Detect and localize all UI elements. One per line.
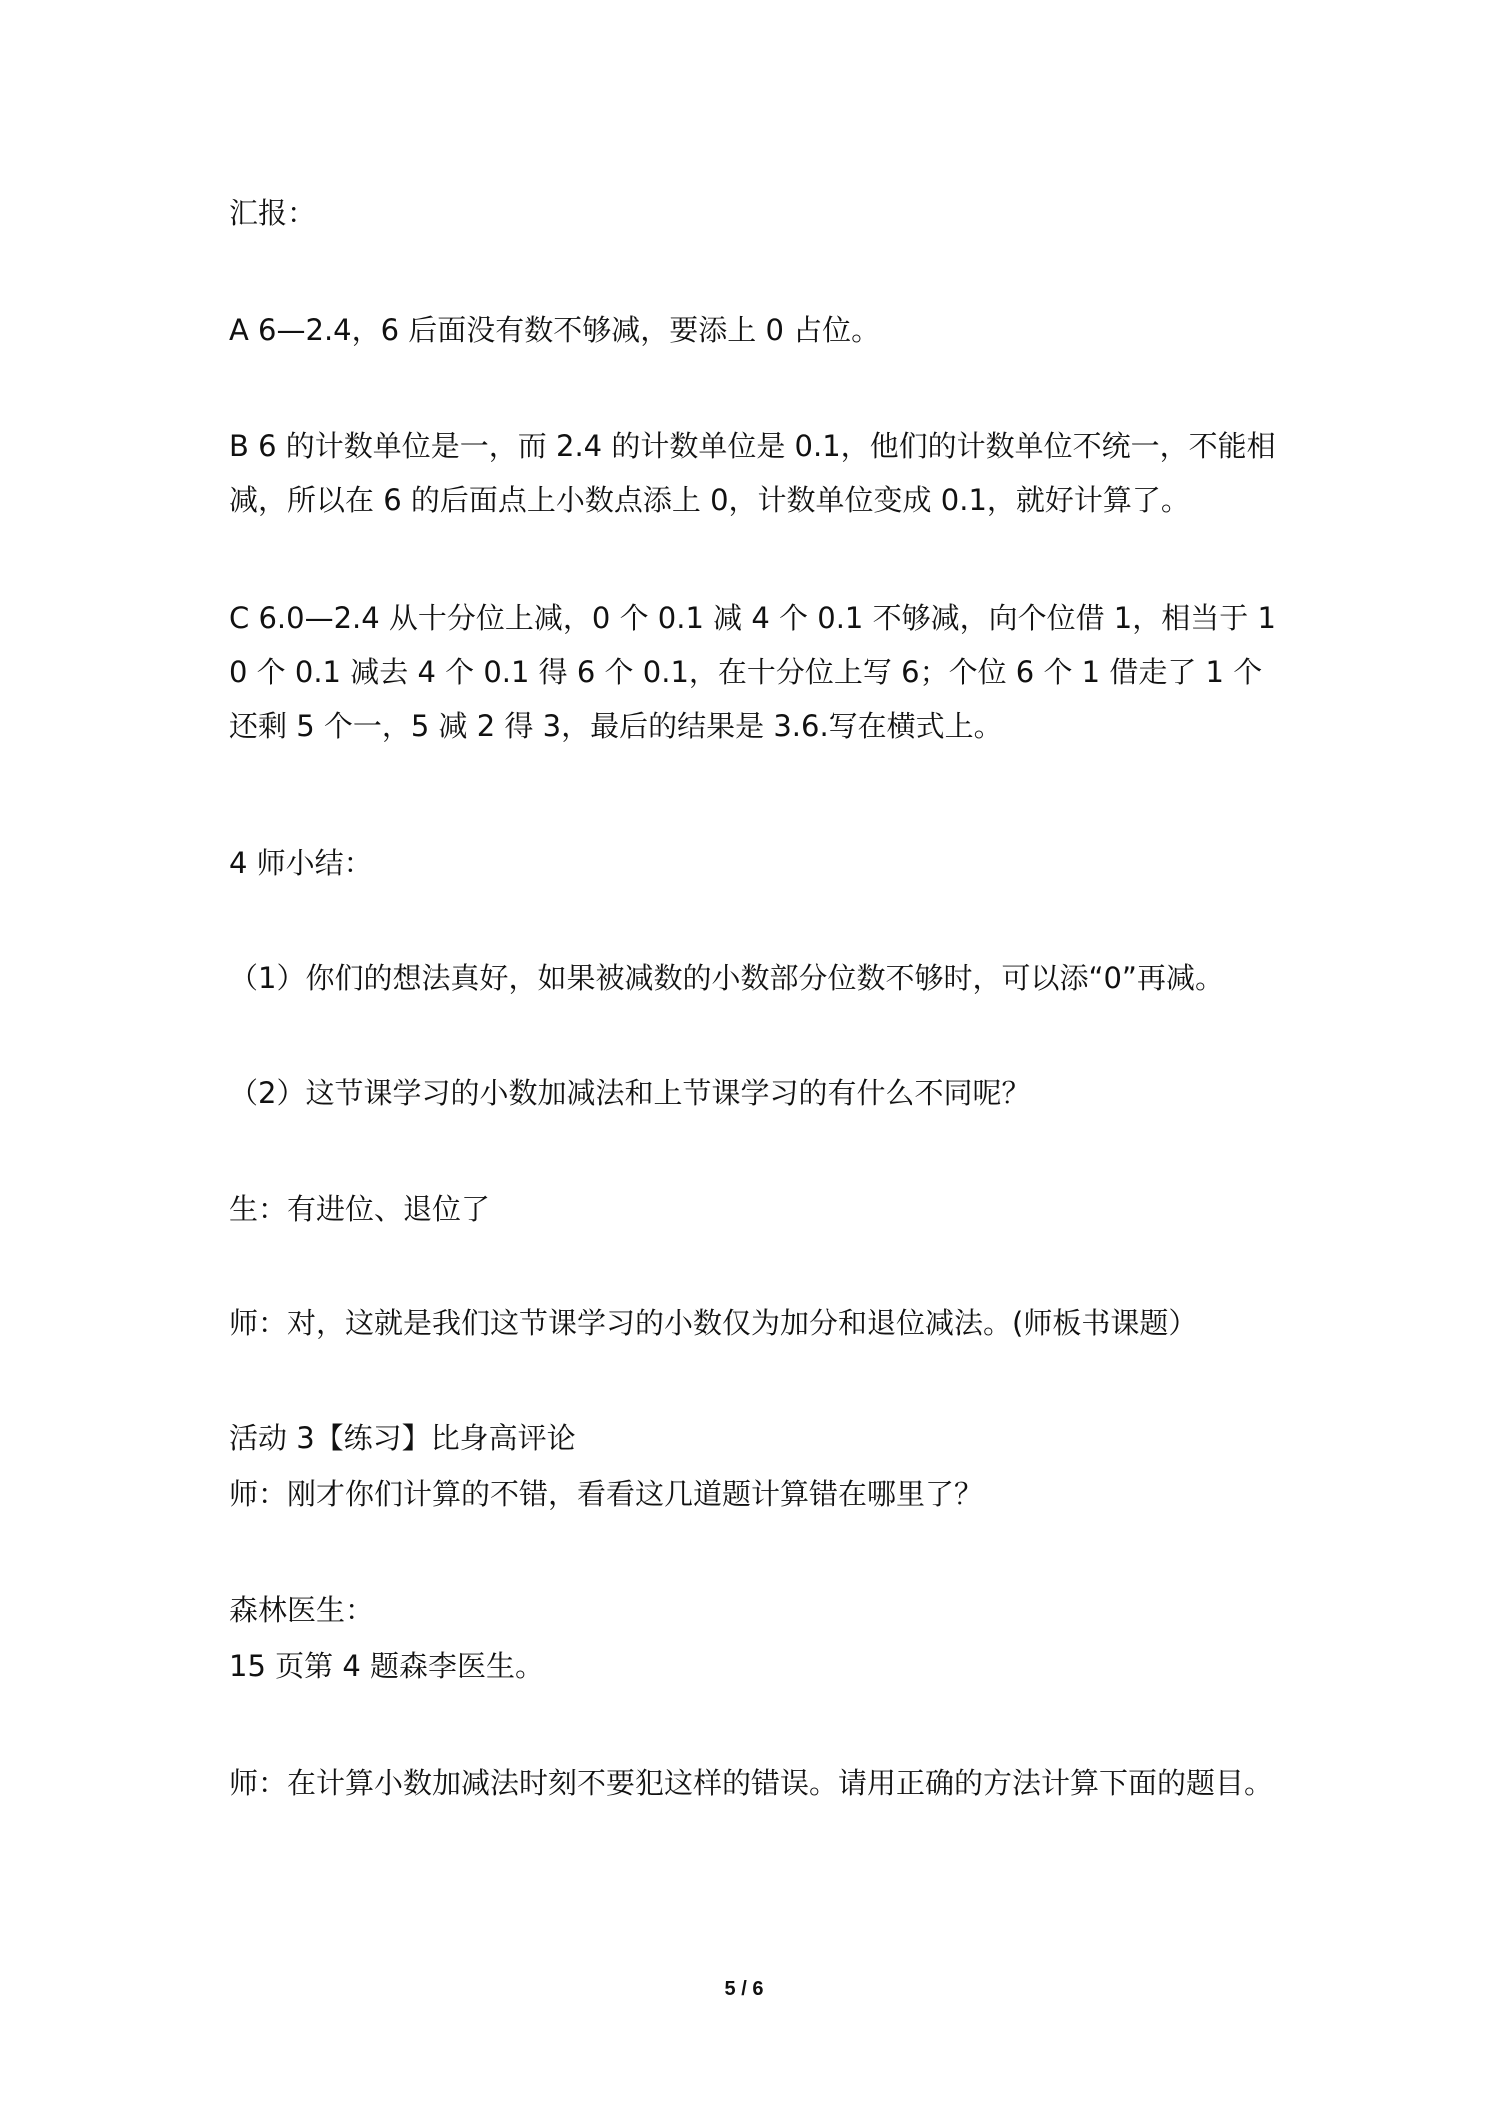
paragraph-activity-3: 活动 3【练习】比身高评论 [229,1421,576,1455]
paragraph-summary-1: （1）你们的想法真好，如果被减数的小数部分位数不够时，可以添“0”再减。 [229,961,1224,995]
paragraph-student-answer: 生：有进位、退位了 [229,1192,491,1226]
paragraph-forest-doctor: 森林医生： [229,1593,375,1627]
paragraph-method-a: A 6—2.4，6 后面没有数不够减，要添上 0 占位。 [229,313,881,347]
page-number: 5 / 6 [724,1978,764,2000]
paragraph-teacher-instruction: 师：在计算小数加减法时刻不要犯这样的错误。请用正确的方法计算下面的题目。 [229,1766,1274,1800]
paragraph-page-15: 15 页第 4 题森李医生。 [229,1649,545,1683]
paragraph-method-b: B 6 的计数单位是一，而 2.4 的计数单位是 0.1，他们的计数单位不统一，不能相减，所以在 6 的后面点上小数点添上 0，计数单位变成 0.1，就好计算了。 [229,429,1276,517]
paragraph-method-c: C 6.0—2.4 从十分位上减，0 个 0.1 减 4 个 0.1 不够减，向个位借 1，相当于 10 个 0.1 减去 4 个 0.1 得 6 个 0.1，在十分位上写 6；个位 6 个 1 借走了 1 个还剩 5 个一，5 减 2 得 3，最后的结果是 3.6.写在横式上。 [229,601,1276,743]
paragraph-report: 汇报： [229,196,317,230]
paragraph-teacher-question: 师：刚才你们计算的不错，看看这几道题计算错在哪里了？ [229,1477,984,1511]
paragraph-teacher-response: 师：对，这就是我们这节课学习的小数仅为加分和退位减法。(师板书课题） [229,1306,1198,1340]
paragraph-teacher-summary: 4 师小结： [229,846,373,880]
paragraph-summary-2: （2）这节课学习的小数加减法和上节课学习的有什么不同呢？ [229,1076,1031,1110]
